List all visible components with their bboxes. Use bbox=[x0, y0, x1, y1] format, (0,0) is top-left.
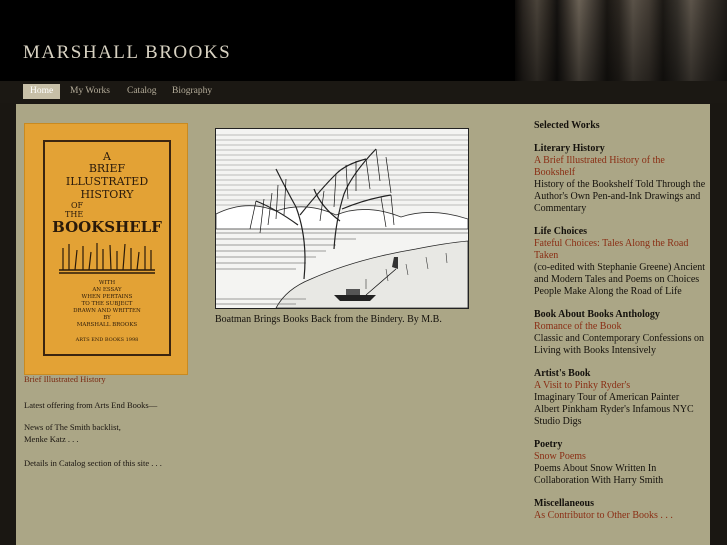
cover-title: BOOKSHELF bbox=[52, 218, 162, 236]
main-nav bbox=[0, 81, 727, 103]
book-cover-frame bbox=[43, 140, 171, 356]
bookshelf-drawing bbox=[55, 240, 159, 276]
work-link[interactable]: Romance of the Book bbox=[534, 321, 622, 332]
nav-item-catalog[interactable]: Catalog bbox=[127, 86, 157, 96]
cover-subline: AN ESSAY bbox=[92, 287, 122, 293]
cover-line: THE bbox=[65, 210, 84, 219]
selected-works-sidebar bbox=[534, 120, 706, 533]
cover-subline: WHEN PERTAINS bbox=[81, 294, 133, 300]
nav-item-home[interactable]: Home bbox=[23, 84, 60, 99]
latest-offering-text: Latest offering from Arts End Books— bbox=[24, 400, 158, 410]
work-description: (co-edited with Stephanie Greene) Ancient and Modern Tales and Poems on Choices People Make Along the Road of Life bbox=[534, 262, 706, 297]
nav-item-my-works[interactable]: My Works bbox=[70, 86, 110, 96]
illustration-caption: Boatman Brings Books Back from the Bindery. By M.B. bbox=[215, 314, 442, 325]
work-item bbox=[534, 368, 706, 428]
cover-line: A bbox=[103, 150, 111, 163]
work-description: Classic and Contemporary Confessions on Living with Books Intensively bbox=[534, 333, 704, 356]
boatman-illustration bbox=[215, 128, 469, 309]
work-category: Literary History bbox=[534, 143, 605, 154]
work-link[interactable]: A Visit to Pinky Ryder's bbox=[534, 380, 631, 391]
work-item bbox=[534, 439, 706, 487]
work-description: Poems About Snow Written In Collaboration With Harry Smith bbox=[534, 463, 664, 486]
work-category: Miscellaneous bbox=[534, 498, 594, 509]
cover-subline: TO THE SUBJECT bbox=[81, 301, 133, 307]
work-item bbox=[534, 498, 706, 522]
site-header bbox=[0, 0, 727, 81]
book-cover-image[interactable] bbox=[24, 123, 188, 375]
author-text: Menke Katz . . . bbox=[24, 434, 79, 444]
work-item bbox=[534, 226, 706, 298]
cover-caption-link[interactable]: Brief Illustrated History bbox=[24, 374, 106, 384]
cover-line: ILLUSTRATED bbox=[65, 175, 149, 188]
cover-subline: DRAWN AND WRITTEN bbox=[73, 308, 141, 314]
cover-subline: MARSHALL BROOKS bbox=[76, 322, 138, 328]
cover-subline: BY bbox=[103, 315, 111, 321]
work-item bbox=[534, 309, 706, 357]
site-title[interactable]: MARSHALL BROOKS bbox=[23, 42, 232, 63]
cover-line: OF bbox=[71, 201, 84, 210]
cover-publisher: ARTS END BOOKS 1998 bbox=[75, 337, 139, 343]
work-category: Poetry bbox=[534, 439, 563, 450]
work-link[interactable]: Fateful Choices: Tales Along the Road Taken bbox=[534, 238, 689, 261]
work-item bbox=[534, 143, 706, 215]
catalog-details-text: Details in Catalog section of this site . . . bbox=[24, 458, 162, 468]
work-link[interactable]: Snow Poems bbox=[534, 451, 586, 462]
nav-item-biography[interactable]: Biography bbox=[172, 86, 213, 96]
work-category: Life Choices bbox=[534, 226, 588, 237]
work-link[interactable]: As Contributor to Other Books . . . bbox=[534, 510, 673, 521]
cover-line: HISTORY bbox=[80, 188, 134, 201]
cover-subline: WITH bbox=[98, 280, 116, 286]
cover-line: BRIEF bbox=[88, 162, 126, 175]
backlist-text: News of The Smith backlist, bbox=[24, 422, 121, 432]
work-category: Artist's Book bbox=[534, 368, 591, 379]
work-link[interactable]: A Brief Illustrated History of the Bookshelf bbox=[534, 155, 665, 178]
sidebar-heading: Selected Works bbox=[534, 120, 600, 131]
work-category: Book About Books Anthology bbox=[534, 309, 660, 320]
work-description: History of the Bookshelf Told Through the Author's Own Pen-and-Ink Drawings and Commentary bbox=[534, 179, 706, 214]
main-content bbox=[16, 104, 710, 545]
work-description: Imaginary Tour of American Painter Albert Pinkham Ryder's Infamous NYC Studio Digs bbox=[534, 392, 694, 427]
books-photo-shade bbox=[515, 0, 727, 81]
